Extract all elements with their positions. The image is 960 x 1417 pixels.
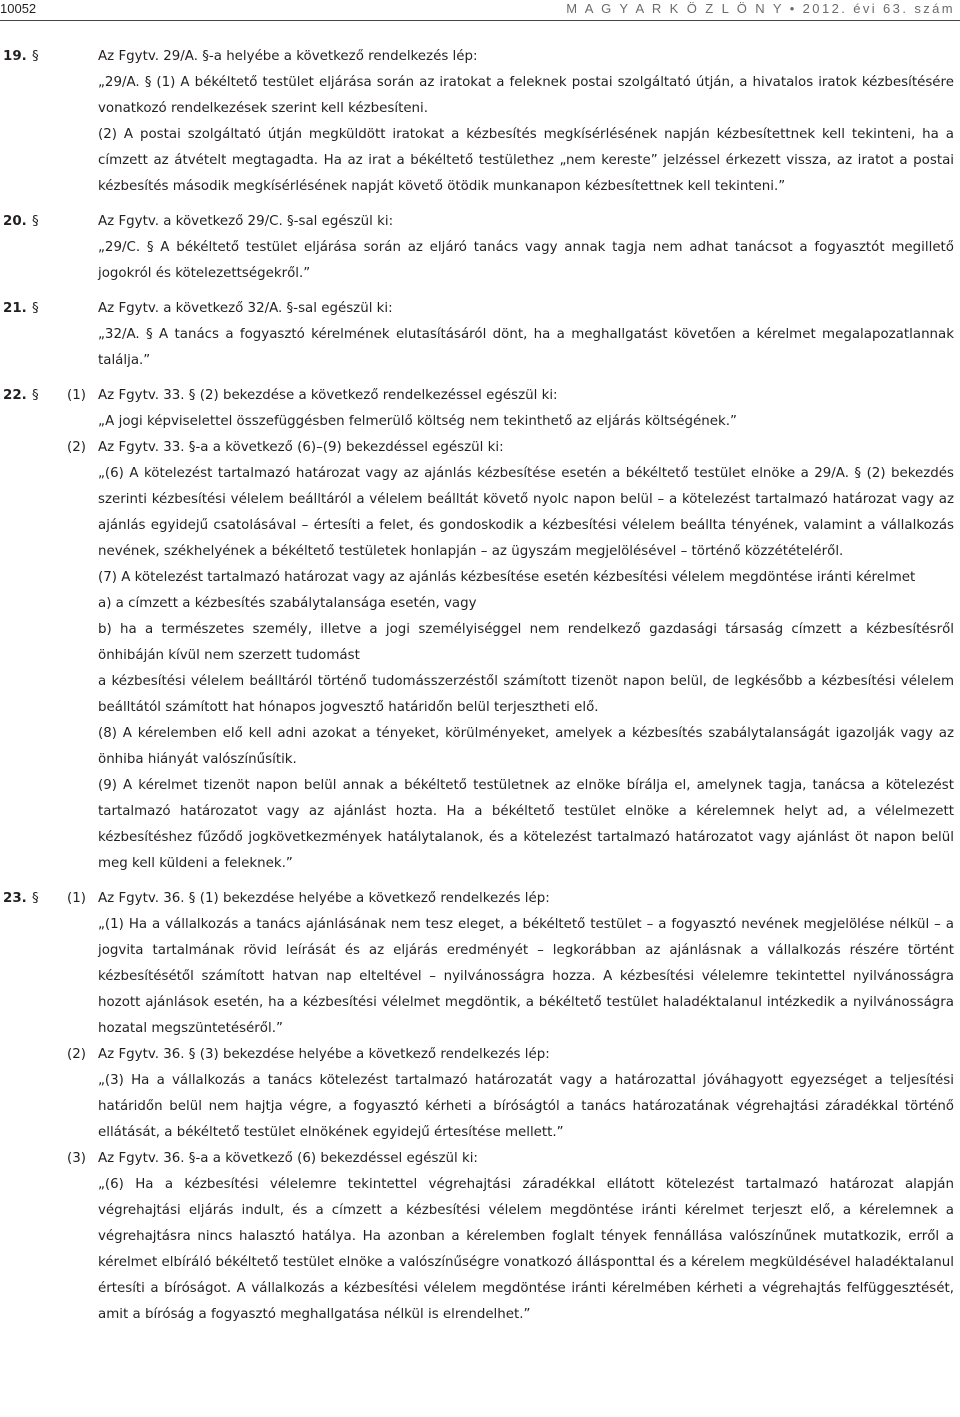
subsection-label: (2) — [67, 1047, 86, 1062]
subsection-intro: Az Fgytv. 33. §-a a következő (6)–(9) bekezdéssel egészül ki: — [98, 440, 504, 455]
section-23 — [0, 886, 960, 1328]
subsection-2 — [0, 435, 960, 877]
paragraph: „A jogi képviselettel összefüggésben felmerülő költség nem tekinthető az eljárás költségének.” — [98, 414, 737, 429]
paragraph: „(1) Ha a vállalkozás a tanács ajánlásának nem tesz eleget, a békéltető testület – a fogyasztó nevének megjelölése nélkül – a jogvita tartalmának rövid leírását és az eljárás eredményét – legkorábban az ajánlásnak a vállalkozás részére történt kézbesítésétől számított hatvan nap elteltével – nyilvánosságra hozza. A kézbesítési vélelemre tekintettel nyilvánosságra hozott ajánlások esetén, ha a kézbesítési vélelmet megdöntik, a békéltető testület haladéktalanul intézkedik a nyilvánosságra hozatal megszüntetéséről.” — [98, 917, 954, 1036]
section-number: 19. — [3, 49, 27, 64]
paragraph: „29/A. § (1) A békéltető testület eljárása során az iratokat a feleknek postai szolgáltató útján, a hivatalos iratok kézbesítésére vonatkozó rendelkezések szerint kell kézbesíteni. — [98, 75, 954, 116]
paragraph: „29/C. § A békéltető testület eljárása során az eljáró tanács vagy annak tagja nem adhat tanácsot a fogyasztót megillető jogokról és kötelezettségekről.” — [98, 240, 954, 281]
document-body — [0, 44, 960, 1328]
section-sign: § — [32, 301, 39, 316]
section-sign: § — [32, 388, 39, 403]
section-number: 22. — [3, 388, 27, 403]
section-22 — [0, 383, 960, 877]
journal-title: M A G Y A R K Ö Z L Ö N Y • 2012. évi 63. szám — [566, 1, 955, 16]
section-number: 23. — [3, 891, 27, 906]
paragraph: „32/A. § A tanács a fogyasztó kérelmének elutasításáról dönt, ha a meghallgatást követően a kérelmet megalapozatlannak találja.” — [98, 327, 954, 368]
section-sign: § — [32, 891, 39, 906]
subsection-intro: Az Fgytv. 36. § (3) bekezdése helyébe a következő rendelkezés lép: — [98, 1047, 550, 1062]
subsection-label: (1) — [67, 388, 86, 403]
paragraph: a kézbesítési vélelem beálltáról történő tudomásszerzéstől számított tizenöt napon belül, de legkésőbb a kézbesítési vélelem beálltától számított hat hónapos jogvesztő határidőn belül terjesztheti elő. — [98, 674, 954, 715]
section-19 — [0, 44, 960, 200]
subsection-intro: Az Fgytv. 33. § (2) bekezdése a következő rendelkezéssel egészül ki: — [98, 388, 558, 403]
subsection-1 — [0, 886, 960, 1042]
paragraph: a) a címzett a kézbesítés szabálytalansága esetén, vagy — [98, 596, 477, 611]
subsection-2 — [0, 1042, 960, 1146]
section-sign: § — [32, 49, 39, 64]
subsection-3 — [0, 1146, 960, 1328]
section-intro: Az Fgytv. a következő 29/C. §-sal egészül ki: — [98, 214, 394, 229]
section-number: 20. — [3, 214, 27, 229]
section-intro: Az Fgytv. 29/A. §-a helyébe a következő rendelkezés lép: — [98, 49, 478, 64]
header-rule — [0, 20, 960, 21]
subsection-label: (2) — [67, 440, 86, 455]
paragraph: b) ha a természetes személy, illetve a jogi személyiséggel nem rendelkező gazdasági társaság címzett a kézbesítésről önhibáján kívül nem szerzett tudomást — [98, 622, 954, 663]
subsection-label: (1) — [67, 891, 86, 906]
paragraph: (2) A postai szolgáltató útján megküldött iratokat a kézbesítés megkísérlésének napján kézbesítettnek kell tekinteni, ha a címzett az átvételt megtagadta. Ha az irat a békéltető testülethez „nem kereste” jelzéssel érkezett vissza, az iratot a postai kézbesítés második megkísérlésének napját követő ötödik munkanapon kézbesítettnek kell tekinteni.” — [98, 127, 954, 194]
section-20 — [0, 209, 960, 287]
page-header — [0, 0, 960, 22]
subsection-intro: Az Fgytv. 36. § (1) bekezdése helyébe a következő rendelkezés lép: — [98, 891, 550, 906]
paragraph: „(3) Ha a vállalkozás a tanács kötelezést tartalmazó határozatát vagy a határozattal jóváhagyott egyezséget a teljesítési határidőn belül nem hajtja végre, a fogyasztó kérheti a bíróságtól a tanács határozatának végrehajtási záradékkal történő ellátását, a békéltető testület elnökének egyidejű értesítése mellett.” — [98, 1073, 954, 1140]
subsection-intro: Az Fgytv. 36. §-a a következő (6) bekezdéssel egészül ki: — [98, 1151, 478, 1166]
paragraph: (8) A kérelemben elő kell adni azokat a tényeket, körülményeket, amelyek a kézbesítés szabálytalanságát igazolják vagy az önhiba hiányát valószínűsítik. — [98, 726, 954, 767]
section-intro: Az Fgytv. a következő 32/A. §-sal egészül ki: — [98, 301, 393, 316]
paragraph: (9) A kérelmet tizenöt napon belül annak a békéltető testületnek az elnöke bírálja el, amelynek tagja, tanácsa a kötelezést tartalmazó határozatot vagy az ajánlást hozta. Ha a békéltető testület elnöke a kérelemnek helyt ad, a vélelmezett kézbesítéshez fűződő jogkövetkezmények hatálytalanok, és a kötelezést tartalmazó határozatot vagy ajánlást öt napon belül meg kell küldeni a feleknek.” — [98, 778, 954, 871]
section-sign: § — [32, 214, 39, 229]
subsection-label: (3) — [67, 1151, 86, 1166]
paragraph: „(6) A kötelezést tartalmazó határozat vagy az ajánlás kézbesítése esetén a békéltető testület elnöke a 29/A. § (2) bekezdés szerinti kézbesítési vélelem beálltáról a vélelem beálltát követő nyolc napon belül – a kötelezést tartalmazó határozat vagy az ajánlás egyidejű csatolásával – értesíti a felet, és gondoskodik a kézbesítési vélelem beállta tényének, valamint a vállalkozás nevének, székhelyének a békéltető testületek honlapján – az ügyszám megjelölésével – történő közzétételéről. — [98, 466, 954, 559]
page-number: 10052 — [0, 1, 37, 16]
section-21 — [0, 296, 960, 374]
paragraph: „(6) Ha a kézbesítési vélelemre tekintettel végrehajtási záradékkal ellátott kötelezést tartalmazó határozat alapján végrehajtási eljárás indult, és a címzett a kézbesítési vélelem megdöntése iránti kérelmet terjeszt elő, a kérelemnek a végrehajtásra nincs halasztó hatálya. Ha azonban a kérelemben foglalt tények fennállása valószínűnek mutatkozik, erről a kérelmet elbíráló békéltető testület elnöke a valószínűségre vonatkozó állásponttal és a kérelem megküldésével haladéktalanul értesíti a bíróságot. A vállalkozás a kézbesítési vélelem megdöntése iránti kérelmében kérheti a végrehajtás felfüggesztését, amit a bíróság a fogyasztó meghallgatása nélkül is elrendelhet.” — [98, 1177, 954, 1322]
subsection-1 — [0, 383, 960, 435]
paragraph: (7) A kötelezést tartalmazó határozat vagy az ajánlás kézbesítése esetén kézbesítési vélelem megdöntése iránti kérelmet — [98, 570, 916, 585]
section-number: 21. — [3, 301, 27, 316]
